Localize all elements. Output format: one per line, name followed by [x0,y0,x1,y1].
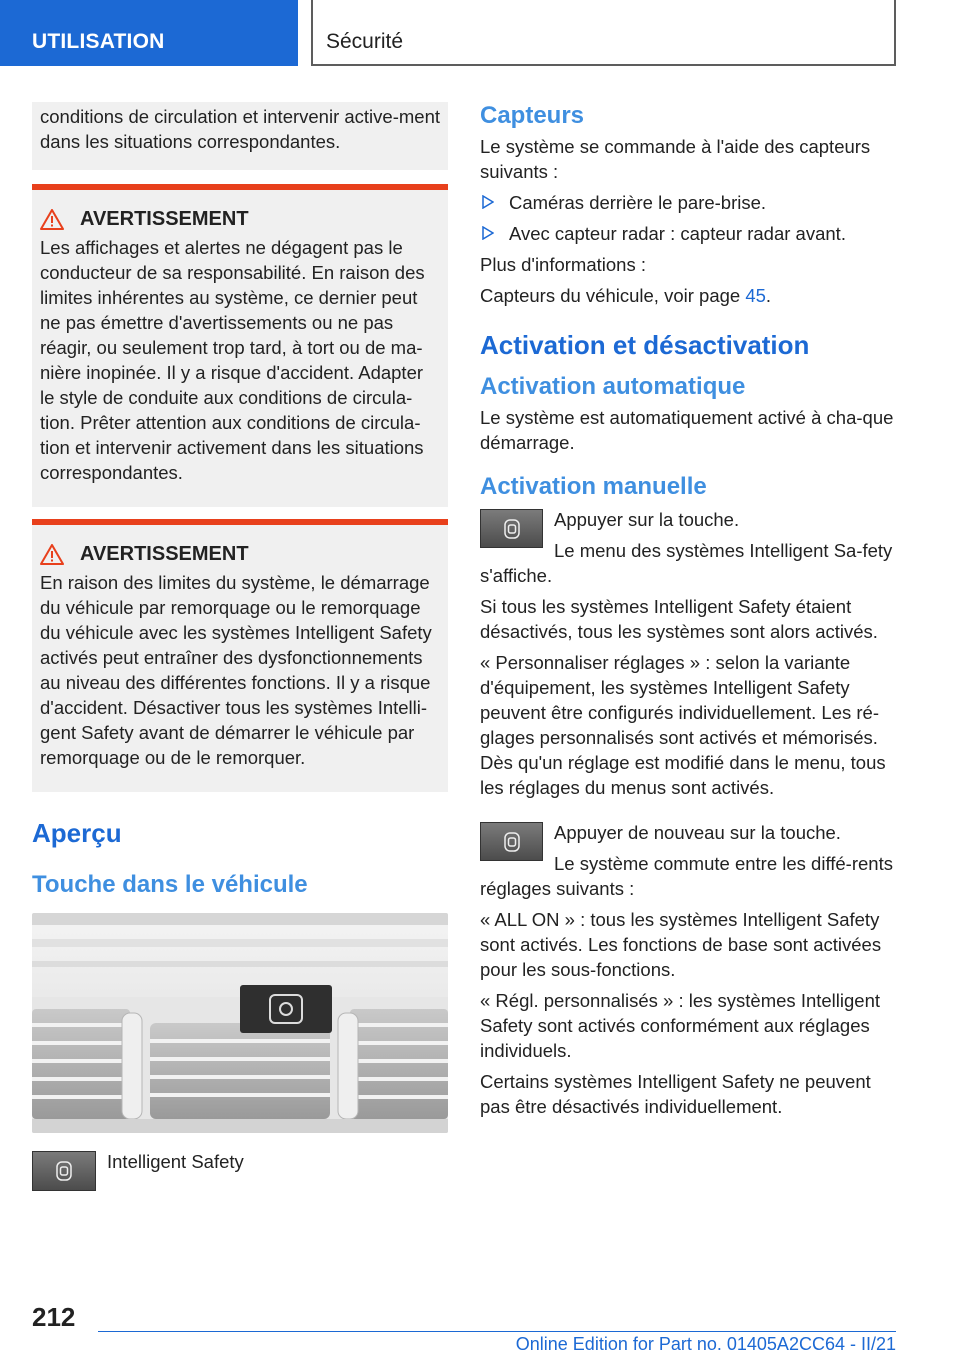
heading-capteurs: Capteurs [480,102,585,129]
manual-step-2 [480,820,896,901]
section-title: UTILISATION [32,30,165,53]
warning-box-2 [32,519,448,792]
custom-settings-text: « Régl. personnalisés » : les systèmes Intelligent Safety sont activés conformément aux réglages individuels. [480,990,881,1061]
warning-text: Les affichages et alertes ne dégagent pas le conducteur de sa responsabilité. En raison des limites inhérentes au système, ce dernier peut ne pas émettre d'avertissements ou ne pas réagir, ou seulement trop tard, à tort ou de ma-nière inopinée. Il y a risque d'accident. Adapter le style de conduite aux conditions de circula-tion. Prêter attention aux conditions de circula-tion et intervenir activement dans les situations correspondantes. [40,237,425,483]
press-again-text: Appuyer de nouveau sur la touche. [554,822,841,843]
dashboard-vents-image [32,913,448,1133]
section-tab [0,0,298,66]
heading-apercu: Aperçu [32,818,122,848]
all-on-text: « ALL ON » : tous les systèmes Intelligent Safety sont activés. Les fonctions de base sont activées pour les sous-fonctions. [480,909,882,980]
warning-heading [40,190,440,231]
cannot-deactivate-text: Certains systèmes Intelligent Safety ne peuvent pas être désactivés individuellement. [480,1071,871,1117]
intelligent-safety-button-image [480,822,543,861]
car-safety-icon [504,832,520,852]
press-button-text: Appuyer sur la touche. [554,509,740,530]
page-number: 212 [32,1302,76,1332]
heading-activation-manual: Activation manuelle [480,473,707,500]
heading-touche-vehicule: Touche dans le véhicule [32,871,308,898]
list-item-text: Avec capteur radar : capteur radar avant. [509,223,846,244]
capteurs-list [480,190,896,246]
page-link[interactable]: 45 [745,285,766,306]
warning-title: AVERTISSEMENT [80,543,249,565]
car-safety-icon [56,1161,72,1181]
intelligent-safety-button-image [32,1151,96,1191]
warning-continuation-text: conditions de circulation et intervenir active-ment dans les situations correspondantes. [40,106,440,152]
right-column [480,102,896,1119]
edition-info: Online Edition for Part no. 01405A2CC64 - II/21 [515,1334,896,1354]
car-safety-icon [504,519,520,539]
intelligent-safety-button-image [480,509,543,548]
more-info-label: Plus d'informations : [480,254,646,275]
capteurs-intro: Le système se commande à l'aide des capteurs suivants : [480,136,871,182]
switch-settings-text: Le système commute entre les diffé-rents réglages suivants : [480,853,893,899]
reference-suffix: . [765,285,772,306]
personalize-text: « Personnaliser réglages » : selon la variante d'équipement, les systèmes Intelligent Safety peuvent être configurés individuellement. Les ré-glages personnalisés sont activés et mémorisés. Dès qu'un réglage est modifié dans le menu, tous les réglages du menus sont activés. [480,652,886,798]
button-caption-row [32,1151,448,1191]
subsection-title: Sécurité [326,30,404,53]
list-item [480,221,896,246]
bullet-triangle-icon [482,195,494,209]
list-item [480,190,896,215]
heading-activation-auto: Activation automatique [480,373,746,400]
page-reference [480,283,896,308]
warning-triangle-icon [40,209,64,230]
menu-displayed-text: Le menu des systèmes Intelligent Sa-fety s'affiche. [480,540,893,586]
warning-title: AVERTISSEMENT [80,208,249,230]
auto-activation-text: Le système est automatiquement activé à cha-que démarrage. [480,407,894,453]
manual-step-1 [480,507,896,588]
warning-triangle-icon [40,544,64,565]
heading-activation: Activation et désactivation [480,330,810,360]
warning-text: En raison des limites du système, le démarrage du véhicule par remorquage ou le remorquage du véhicule avec les systèmes Intelligent Safety activés peut entraîner des dysfonctionnements au niveau des différentes fonctions. Il y a risque d'accident. Désactiver tous les systèmes Intelli-gent Safety avant de démarrer le véhicule par remorquage ou de le remorquer. [40,572,432,768]
subsection-tab [311,0,896,66]
continued-warning-box [32,102,448,170]
vehicle-button-photo [32,913,448,1133]
left-column [32,102,448,1191]
footer-divider [98,1331,896,1332]
intelligent-safety-caption: Intelligent Safety [107,1151,244,1172]
warning-box-1 [32,184,448,507]
list-item-text: Caméras derrière le pare-brise. [509,192,767,213]
all-off-text: Si tous les systèmes Intelligent Safety étaient désactivés, tous les systèmes sont alors activés. [480,596,878,642]
warning-heading [40,525,440,566]
reference-text: Capteurs du véhicule, voir page [480,285,746,306]
bullet-triangle-icon [482,226,494,240]
